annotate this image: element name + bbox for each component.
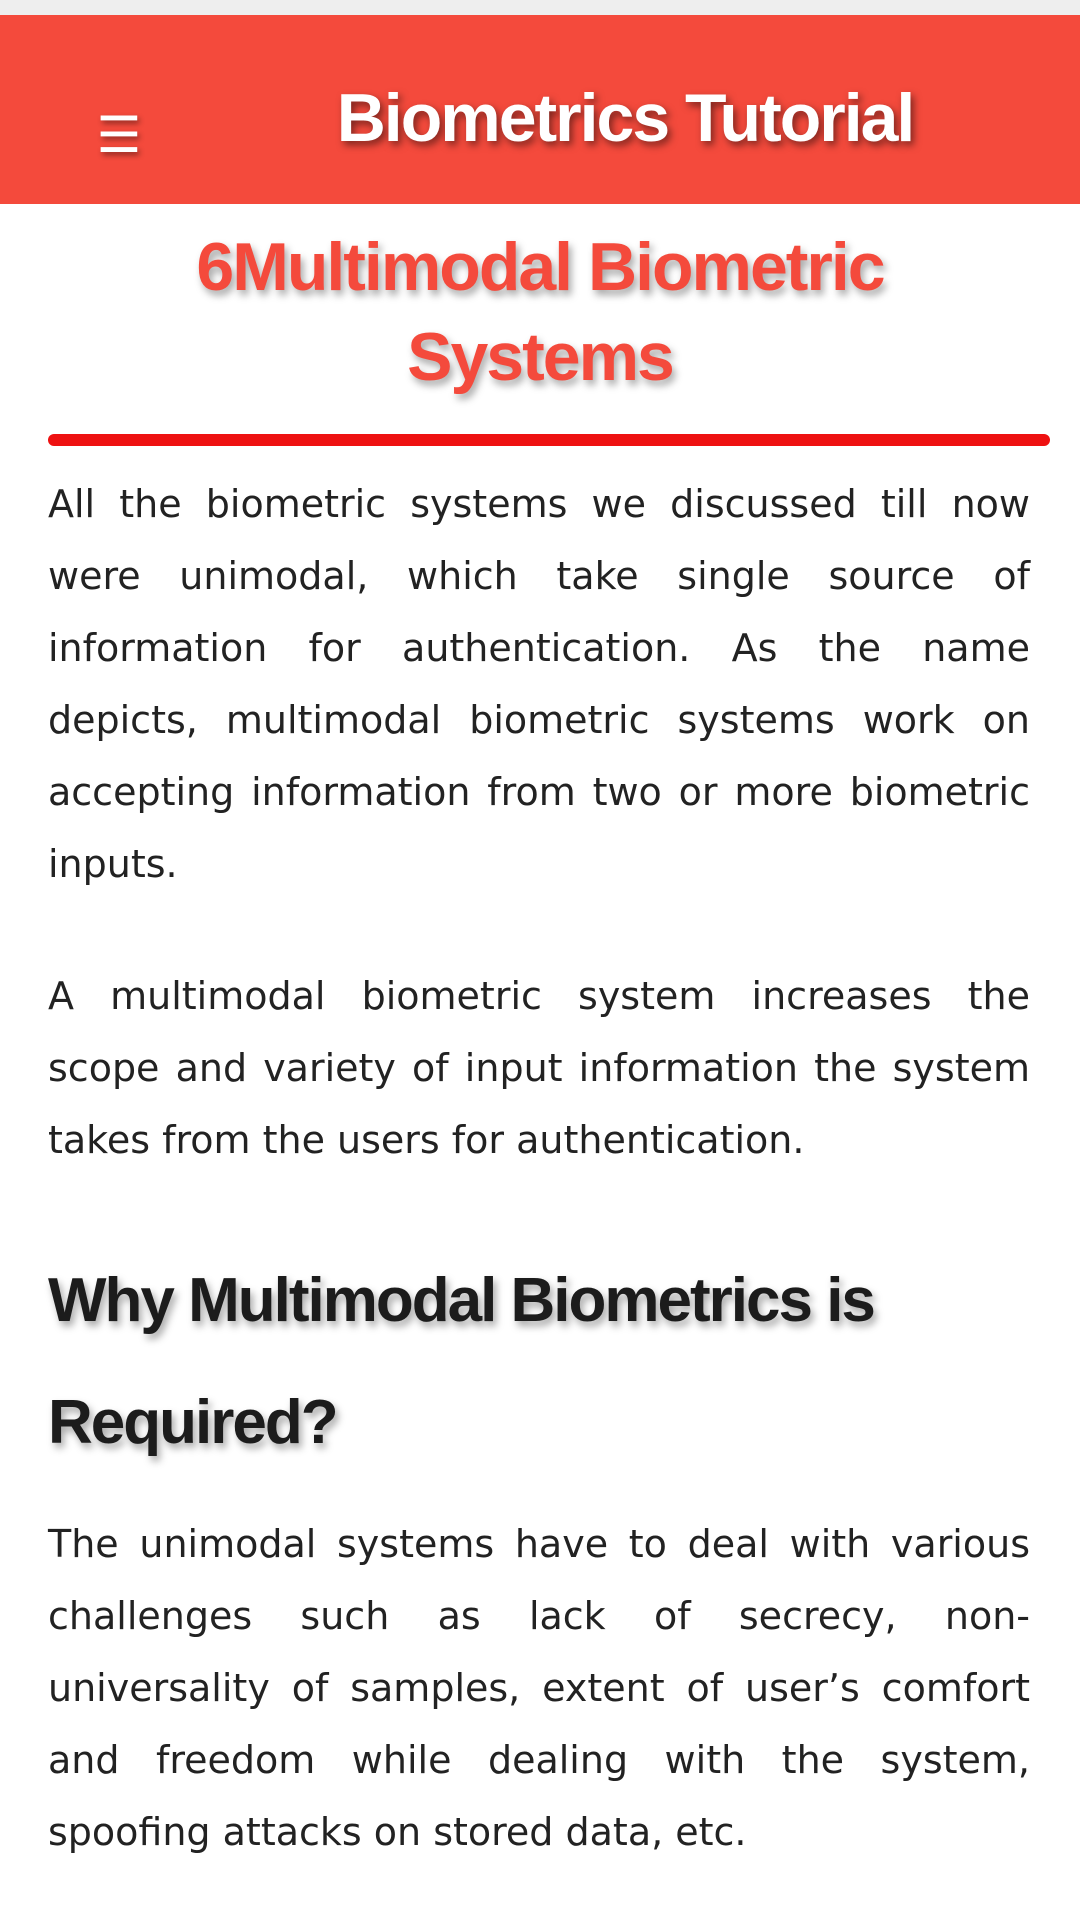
status-strip bbox=[0, 0, 1080, 15]
top-app-bar bbox=[0, 15, 1080, 204]
intro-paragraph-1: All the biometric systems we discussed till now were unimodal, which take single source of information for authentication. As the name depicts, multimodal biometric systems work on accepting information from two or more biometric inputs. bbox=[48, 482, 1030, 886]
title-divider bbox=[48, 434, 1050, 446]
section-paragraph: The unimodal systems have to deal with various challenges such as lack of secrecy, non-universality of samples, extent of user’s comfort and freedom while dealing with the system, spoofing attacks on stored data, etc. bbox=[48, 1522, 1030, 1854]
chapter-title: 6Multimodal Biometric Systems bbox=[196, 229, 884, 395]
section-heading: Why Multimodal Biometrics is Required? bbox=[48, 1266, 874, 1457]
hamburger-menu-icon[interactable]: ☰ bbox=[96, 106, 142, 164]
app-title: Biometrics Tutorial bbox=[336, 80, 914, 156]
intro-paragraph-2: A multimodal biometric system increases the scope and variety of input information the system takes from the users for authentication. bbox=[48, 974, 1030, 1162]
